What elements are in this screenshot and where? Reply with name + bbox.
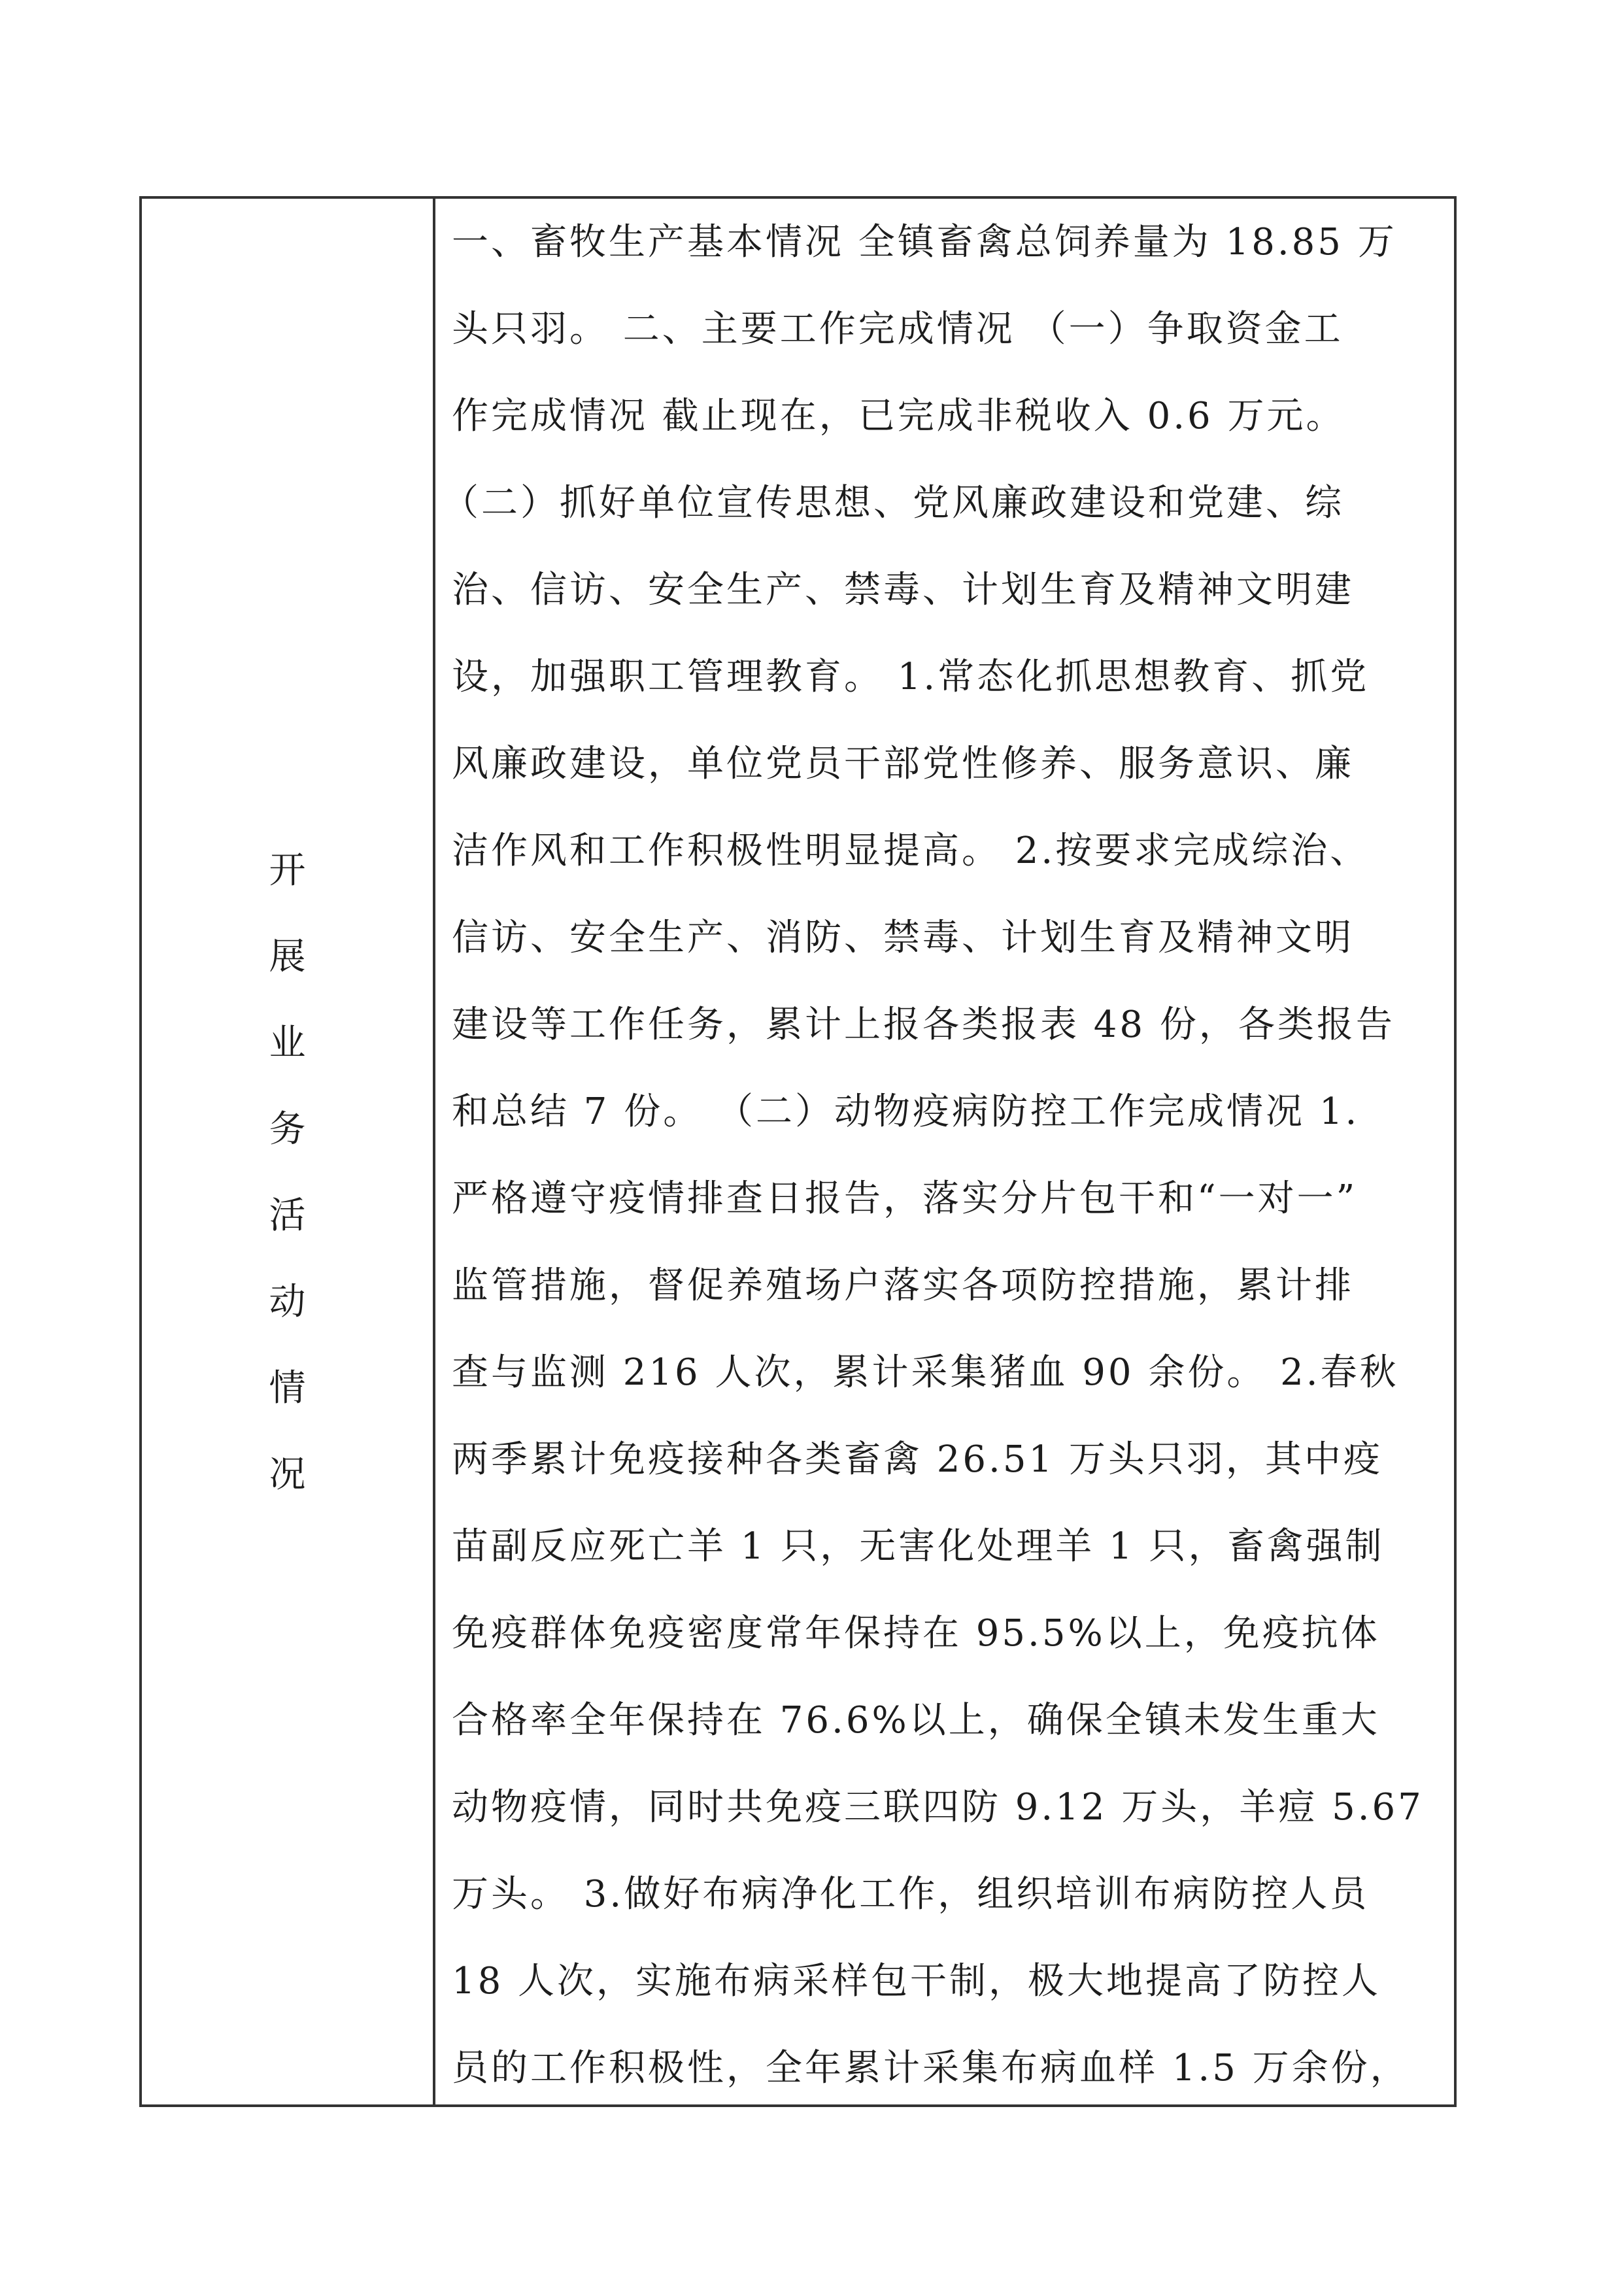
content-line: 设，加强职工管理教育。 1.常态化抓思想教育、抓党 (452, 656, 1370, 698)
content-line: （二）抓好单位宣传思想、党风廉政建设和党建、综 (442, 482, 1344, 524)
row-label-char: 活 (269, 1194, 306, 1237)
content-line: 18 人次，实施布病采样包干制，极大地提高了防控人 (452, 1961, 1381, 2002)
row-label-char: 业 (269, 1022, 306, 1064)
content-line: 严格遵守疫情排查日报告，落实分片包干和“一对一” (452, 1178, 1358, 1220)
content-line: 监管措施，督促养殖场户落实各项防控措施，累计排 (452, 1265, 1354, 1307)
row-label-char: 开 (269, 849, 306, 892)
form-table (139, 196, 1457, 2107)
content-line: 头只羽。 二、主要工作完成情况 （一）争取资金工 (452, 309, 1343, 350)
content-line: 员的工作积极性，全年累计采集布病血样 1.5 万余份， (452, 2048, 1410, 2089)
content-line: 和总结 7 份。 （二）动物疫病防控工作完成情况 1. (452, 1091, 1360, 1133)
row-label-char: 况 (269, 1453, 306, 1496)
content-line: 查与监测 216 人次，累计采集猪血 90 余份。 2.春秋 (452, 1352, 1399, 1394)
content-line: 信访、安全生产、消防、禁毒、计划生育及精神文明 (452, 917, 1354, 959)
content-line: 作完成情况 截止现在，已完成非税收入 0.6 万元。 (452, 396, 1345, 437)
row-label-column (142, 199, 433, 2104)
content-line: 洁作风和工作积极性明显提高。 2.按要求完成综治、 (452, 830, 1370, 872)
content-line: 两季累计免疫接种各类畜禽 26.51 万头只羽，其中疫 (452, 1439, 1383, 1481)
row-label-char: 展 (269, 936, 306, 978)
content-line: 一、畜牧生产基本情况 全镇畜禽总饲养量为 18.85 万 (452, 222, 1397, 263)
row-label-char: 情 (269, 1367, 306, 1410)
row-label-char: 务 (269, 1108, 306, 1151)
content-line: 治、信访、安全生产、禁毒、计划生育及精神文明建 (452, 569, 1354, 611)
content-line: 万头。 3.做好布病净化工作，组织培训布病防控人员 (452, 1874, 1370, 1916)
content-line: 建设等工作任务，累计上报各类报表 48 份，各类报告 (452, 1004, 1395, 1046)
content-line: 苗副反应死亡羊 1 只，无害化处理羊 1 只，畜禽强制 (452, 1526, 1385, 1568)
content-line: 风廉政建设，单位党员干部党性修养、服务意识、廉 (452, 743, 1354, 785)
row-label-char: 动 (269, 1281, 306, 1323)
content-line: 免疫群体免疫密度常年保持在 95.5%以上，免疫抗体 (452, 1613, 1380, 1655)
content-line: 动物疫情，同时共免疫三联四防 9.12 万头，羊痘 5.67 (452, 1787, 1424, 1829)
content-line: 合格率全年保持在 76.6%以上，确保全镇未发生重大 (452, 1700, 1380, 1742)
content-cell (435, 199, 1457, 2104)
